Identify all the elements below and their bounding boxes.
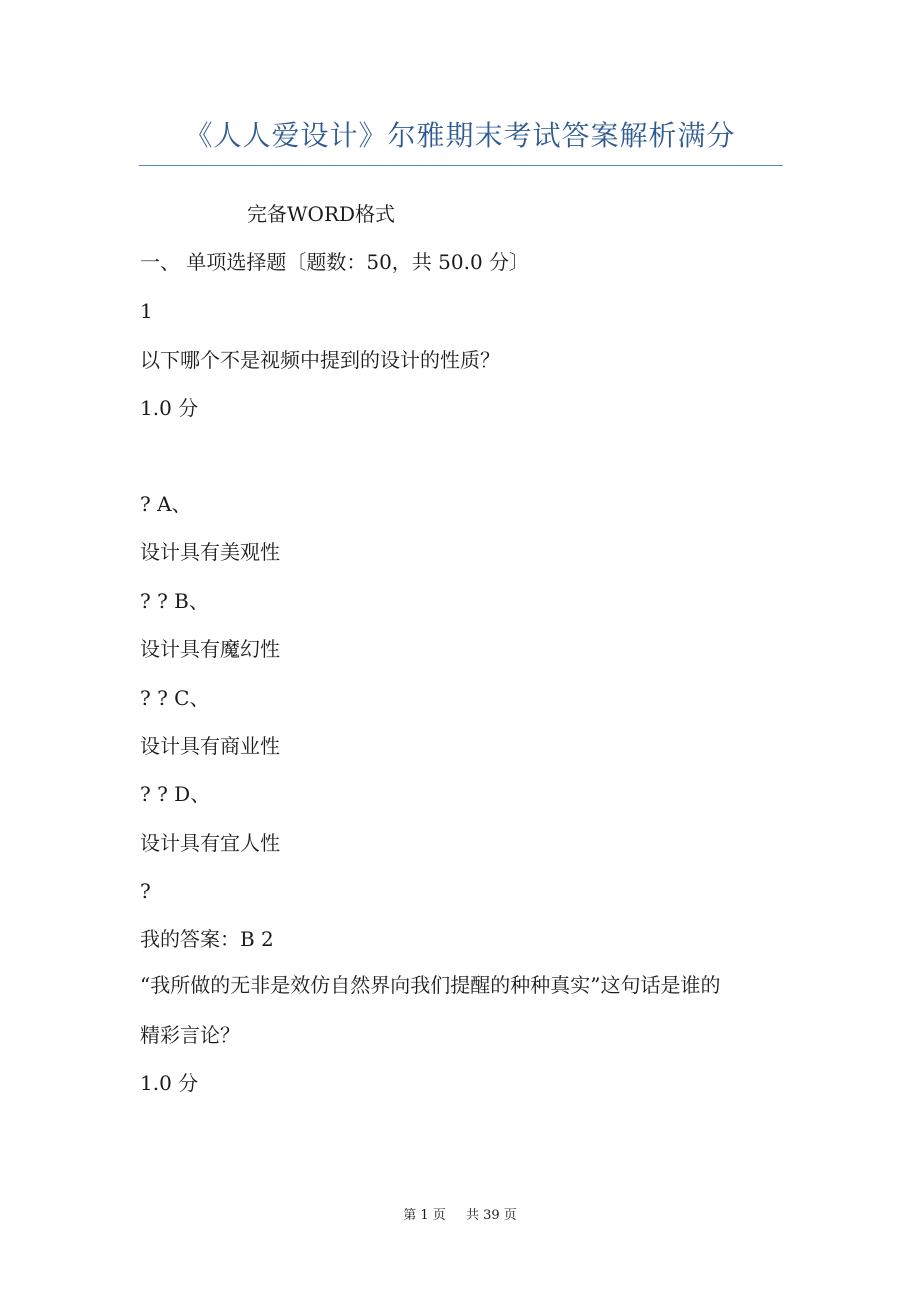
question-text: 以下哪个不是视频中提到的设计的性质？ xyxy=(140,348,500,372)
question-score: 1.0 分 xyxy=(140,396,199,420)
document-title: 《人人爱设计》尔雅期末考试答案解析满分 xyxy=(184,119,736,152)
option-c-text: 设计具有商业性 xyxy=(140,734,280,758)
question-text-continued: 精彩言论？ xyxy=(140,1023,240,1047)
page-number: 第 1 页 xyxy=(403,1208,446,1223)
document-subtitle: 完备WORD格式 xyxy=(247,202,396,226)
my-answer: 我的答案：B 2 xyxy=(140,927,274,951)
question-number: 1 xyxy=(140,299,153,323)
page-total: 共 39 页 xyxy=(465,1208,517,1223)
option-d-text: 设计具有宜人性 xyxy=(140,831,280,855)
option-a-marker: ? A、 xyxy=(140,492,192,516)
section-heading: 一、 单项选择题〔题数：50，共 50.0 分〕 xyxy=(140,250,530,274)
trailing-marker: ? xyxy=(140,879,151,903)
option-b-marker: ? ? B、 xyxy=(140,589,209,613)
option-d-marker: ? ? D、 xyxy=(140,782,211,806)
question-text: “我所做的无非是效仿自然界向我们提醒的种种真实”这句话是谁的 xyxy=(140,973,721,997)
option-a-text: 设计具有美观性 xyxy=(140,540,280,564)
option-b-text: 设计具有魔幻性 xyxy=(140,637,280,661)
option-c-marker: ? ? C、 xyxy=(140,686,210,710)
question-score: 1.0 分 xyxy=(140,1071,199,1095)
page-footer xyxy=(0,1206,920,1226)
title-underline xyxy=(139,165,783,166)
